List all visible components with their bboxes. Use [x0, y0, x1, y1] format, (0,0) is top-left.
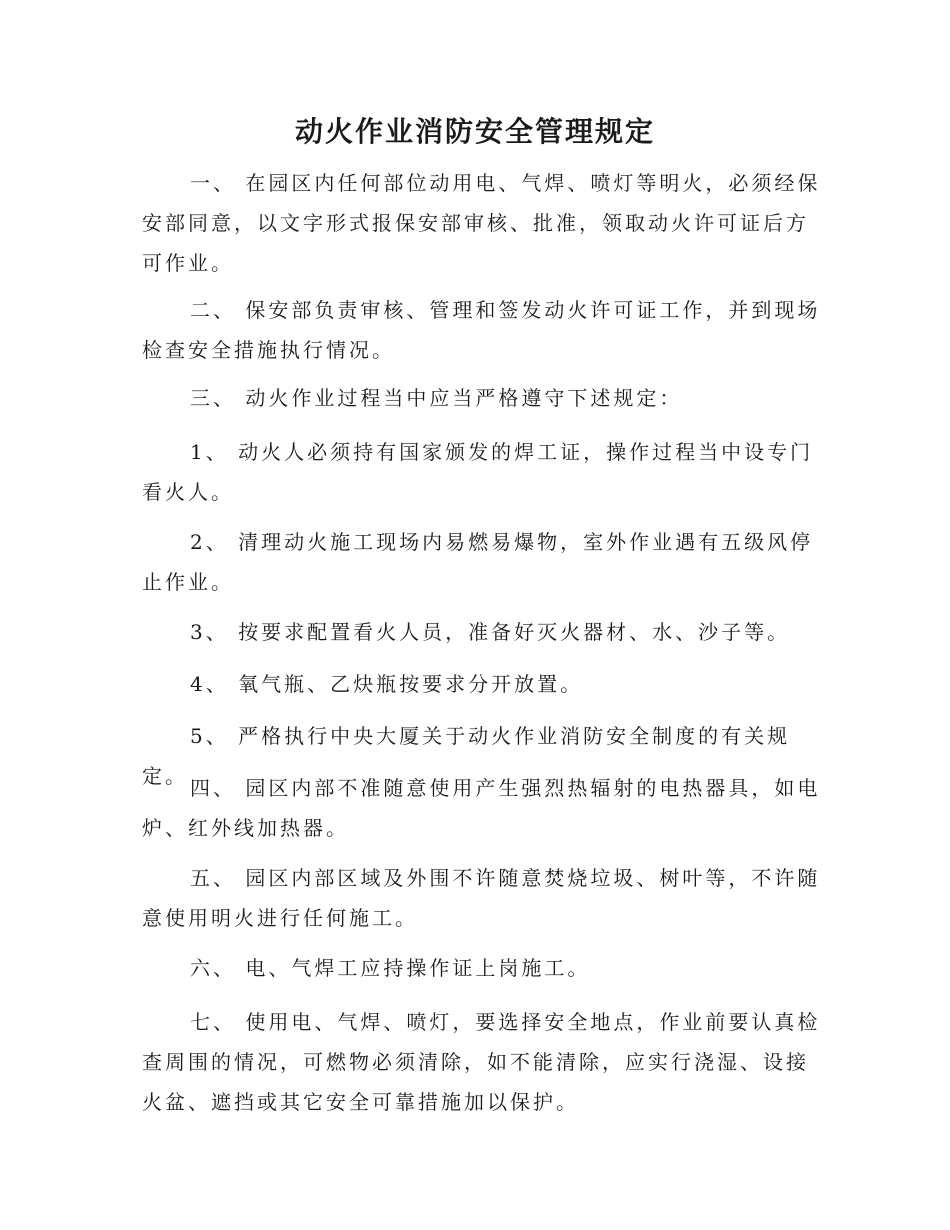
paragraph-5: 2、 清理动火施工现场内易燃易爆物，室外作业遇有五级风停止作业。	[142, 530, 814, 594]
paragraph-11: 六、 电、气焊工应持操作证上岗施工。	[190, 956, 591, 980]
paragraph-9: 四、 园区内部不准随意使用产生强烈热辐射的电热器具，如电炉、红外线加热器。	[142, 776, 821, 840]
page-title: 动火作业消防安全管理规定	[294, 115, 655, 148]
paragraph-4: 1、 动火人必须持有国家颁发的焊工证，操作过程当中设专门看火人。	[142, 440, 814, 504]
paragraph-10: 五、 园区内部区域及外围不许随意焚烧垃圾、树叶等，不许随意使用明火进行任何施工。	[142, 866, 821, 930]
paragraph-8: 5、 严格执行中央大厦关于动火作业消防安全制度的有关规定。	[142, 724, 791, 788]
paragraph-7: 4、 氧气瓶、乙炔瓶按要求分开放置。	[190, 672, 584, 696]
paragraph-12: 七、 使用电、气焊、喷灯，要选择安全地点，作业前要认真检查周围的情况，可燃物必须清除，如不能清除，应实行浇湿、设接火盆、遮挡或其它安全可靠措施加以保护。	[142, 1010, 821, 1114]
paragraph-3: 三、 动火作业过程当中应当严格遵守下述规定：	[190, 386, 683, 410]
paragraph-6: 3、 按要求配置看火人员，准备好灭火器材、水、沙子等。	[190, 620, 791, 644]
paragraph-2: 二、 保安部负责审核、管理和签发动火许可证工作，并到现场检查安全措施执行情况。	[142, 298, 821, 362]
paragraph-1: 一、 在园区内任何部位动用电、气焊、喷灯等明火，必须经保安部同意，以文字形式报保安部审核、批准，领取动火许可证后方可作业。	[142, 171, 821, 275]
